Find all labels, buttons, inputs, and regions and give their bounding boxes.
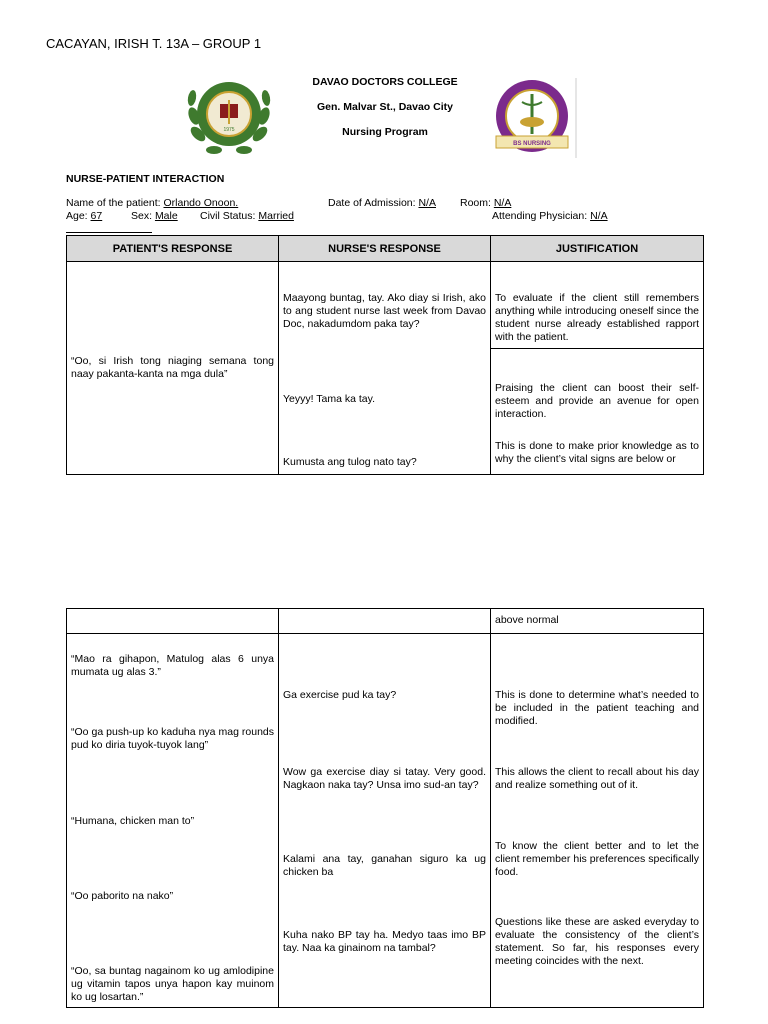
program-name: Nursing Program (342, 126, 428, 138)
sex (131, 210, 178, 222)
nurse-response-cell (279, 634, 491, 1008)
patient-name-label: Name of the patient: (66, 197, 164, 209)
header-justification: JUSTIFICATION (491, 236, 704, 262)
justification: This allows the client to recall about his day and realize something out of it. (495, 766, 699, 791)
admission-value: N/A (418, 197, 436, 209)
civil-status-value: Married (258, 210, 294, 222)
civil-status (200, 210, 294, 222)
physician-value: N/A (590, 210, 608, 222)
justification: above normal (495, 614, 559, 626)
divider (66, 232, 152, 233)
student-name-line: CACAYAN, IRISH T. 13A – GROUP 1 (46, 36, 262, 51)
justification-cell (491, 262, 704, 475)
svg-text:1975: 1975 (223, 127, 235, 133)
nurse-response: Kalami ana tay, ganahan siguro ka ug chicken ba (283, 853, 486, 878)
empty-cell (279, 609, 491, 634)
physician-label: Attending Physician: (492, 210, 591, 222)
empty-cell (67, 609, 279, 634)
room-value: N/A (493, 197, 512, 209)
patient-response: “Mao ra gihapon, Matulog alas 6 unya mumata ug alas 3.” (71, 653, 274, 678)
attending-physician (492, 210, 608, 222)
patient-name-value: Orlando Onoon. (163, 197, 239, 209)
college-address: Gen. Malvar St., Davao City (317, 101, 453, 113)
justification: To evaluate if the client still remembers anything while introducing oneself since the student nurse already established rapport with the patient. (495, 292, 699, 343)
college-seal-logo (184, 76, 274, 156)
header-nurse-response: NURSE'S RESPONSE (279, 236, 491, 262)
sex-label: Sex: (131, 210, 155, 222)
patient-name (66, 197, 238, 209)
justification: This is done to determine what’s needed to be included in the patient teaching and modified. (495, 689, 699, 727)
patient-response: “Oo paborito na nako” (71, 890, 174, 902)
nurse-response: Ga exercise pud ka tay? (283, 689, 397, 701)
nurse-response: Wow ga exercise diay si tatay. Very good. Nagkaon naka tay? Unsa imo sud-an tay? (283, 766, 486, 791)
bs-nursing-logo (490, 78, 580, 158)
section-title: NURSE-PATIENT INTERACTION (66, 173, 225, 185)
patient-response-cell (67, 262, 279, 475)
justification: To know the client better and to let the client remember his preferences specifically food. (495, 840, 699, 878)
nurse-response: Maayong buntag, tay. Ako diay si Irish, ako to ang student nurse last week from Davao Doc, nakadumdom paka tay? (283, 292, 486, 330)
svg-text:BS NURSING: BS NURSING (513, 141, 551, 147)
cell-divider (491, 348, 703, 349)
nurse-response-cell (279, 262, 491, 475)
justification-cell (491, 634, 704, 1008)
justification: Praising the client can boost their self-esteem and provide an avenue for open interaction. (495, 382, 699, 420)
patient-response: “Oo, sa buntag nagainom ko ug amlodipine ug vitamin tapos unya hapon kay muinom ko ug losartan.” (71, 965, 274, 1003)
room-label: Room: (460, 197, 494, 209)
header-patient-response: PATIENT'S RESPONSE (67, 236, 279, 262)
interaction-table-1 (66, 235, 704, 475)
patient-response-cell (67, 634, 279, 1008)
sex-value: Male (154, 210, 178, 222)
room (460, 197, 511, 209)
nurse-response: Yeyyy! Tama ka tay. (283, 393, 376, 405)
age-label: Age: (66, 210, 91, 222)
patient-response: “Humana, chicken man to” (71, 815, 195, 827)
civil-status-label: Civil Status: (200, 210, 259, 222)
justification: Questions like these are asked everyday to evaluate the consistency of the client’s statement. So far, his responses every meeting coincides with the next. (495, 916, 699, 967)
college-name: DAVAO DOCTORS COLLEGE (312, 76, 458, 88)
age (66, 210, 102, 222)
admission-date (328, 197, 436, 209)
justification-cell (491, 609, 704, 634)
justification: This is done to make prior knowledge as to why the client’s vital signs are below or (495, 440, 699, 465)
nurse-response: Kuha nako BP tay ha. Medyo taas imo BP tay. Naa ka ginainom na tambal? (283, 929, 486, 954)
age-value: 67 (90, 210, 103, 222)
nurse-response: Kumusta ang tulog nato tay? (283, 456, 417, 468)
admission-label: Date of Admission: (328, 197, 419, 209)
interaction-table-2 (66, 608, 704, 1008)
patient-response: “Oo ga push-up ko kaduha nya mag rounds pud ko diria tuyok-tuyok lang” (71, 726, 274, 751)
patient-response: “Oo, si Irish tong niaging semana tong naay pakanta-kanta na mga dula” (71, 355, 274, 380)
